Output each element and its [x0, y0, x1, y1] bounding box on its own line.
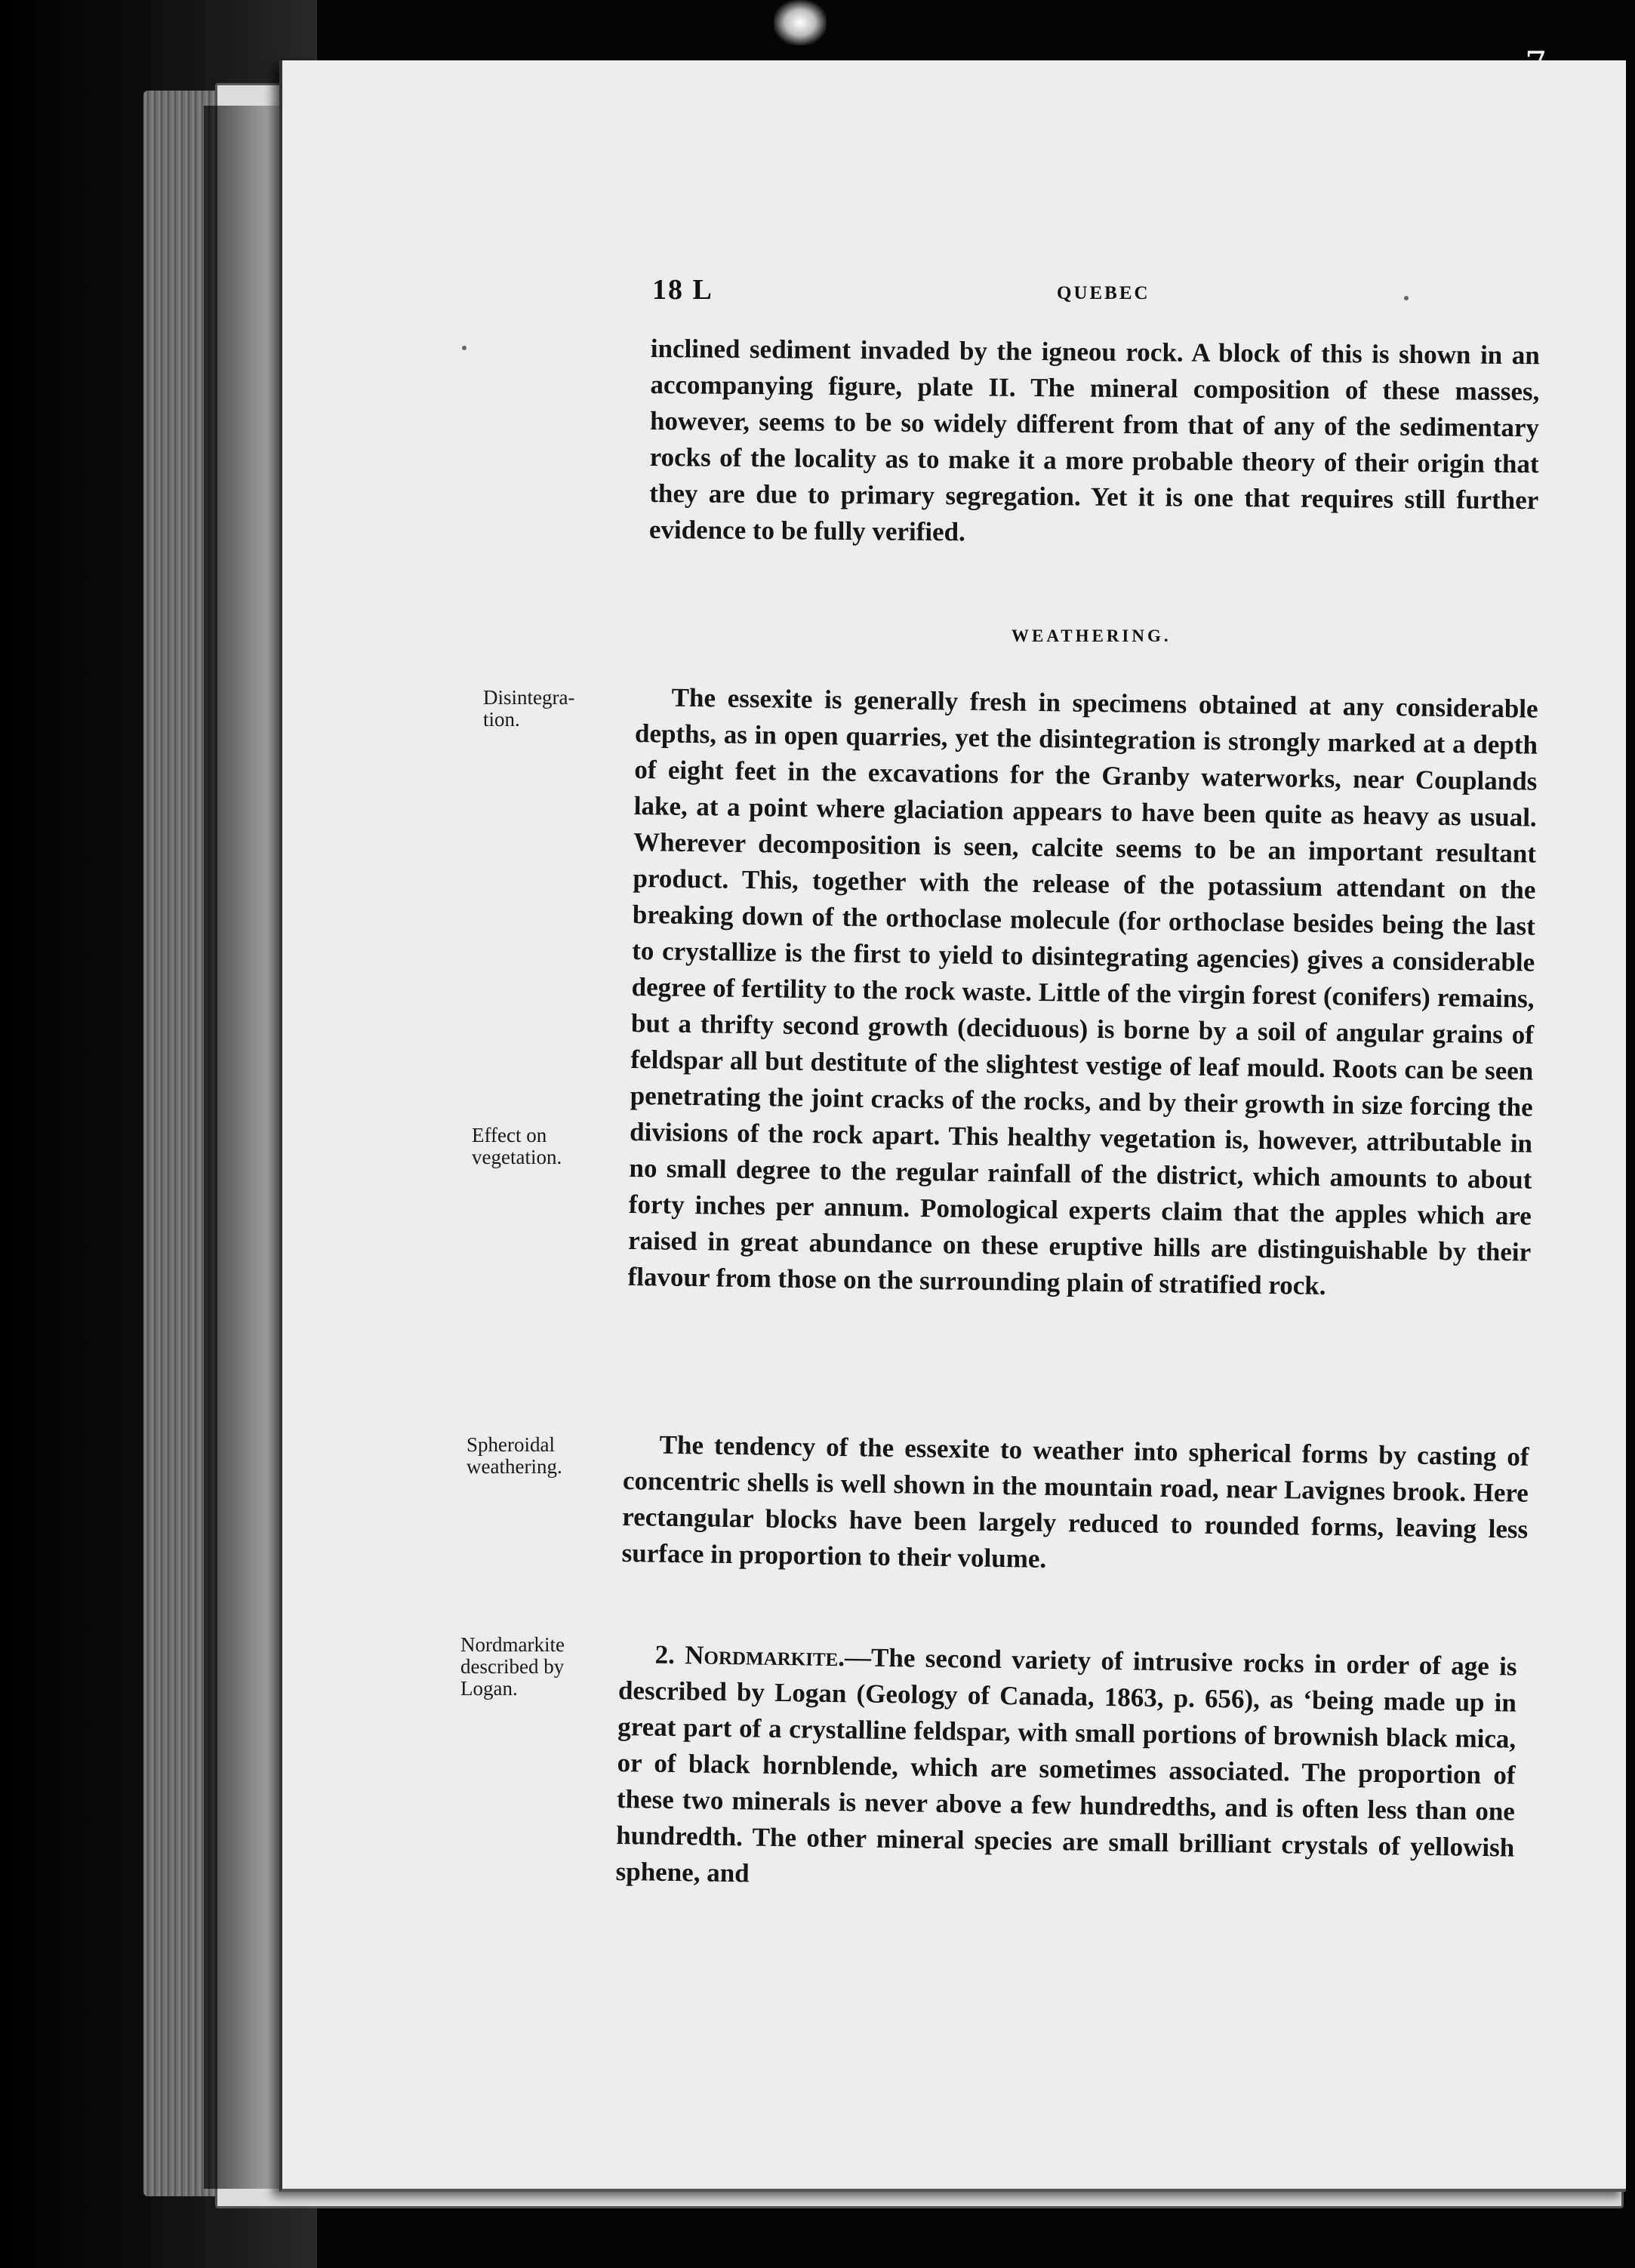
sidenote-vegetation: Effect on vegetation. — [472, 1124, 562, 1168]
paragraph-text: inclined sediment invaded by the igneou⁠ rock. A block of this is shown in an accompanying figure, plate II. The mineral composition of these masses, however, seems to be so widely different from that of any of the sedimentary rocks of the locality as to make it a more probable theory of their origin that they are due to primary segregation. Yet it is one that requires still further evidence to be fully verified. — [648, 333, 1540, 547]
paragraph-text: The essexite is generally fresh in specimens obtained at any considerable depths, as in open quarries, yet the disintegration is strongly marked at a depth of eight feet in the excavations for the Granby waterworks, near Couplands lake, at a point where glaciation appears to have been quite as heavy as usual. Wherever decomposition is seen, calcite seems to be an important resultant product. This, together with the release of the potassium attendant on the breaking down of the orthoclase molecule (for orthoclase besides being the last to crystallize is the first to yield to disintegrating agencies) gives a considerable degree of fertility to the rock waste. Little of the virgin forest (conifers) remains, but a thrifty second growth (deciduous) is borne by a soil of angular grains of feldspar all but destitute of the slightest vestige of leaf mould. Roots can be seen penetrating the joint cracks of the rocks, and by their growth in size forcing the divisions of the rock apart. This healthy vegetation is, however, attributable in no small degree to the regular rainfall of the district, which amounts to about forty inches per annum. Pomological experts claim that the apples which are raised in great abundance on these eruptive hills are distinguishable by their flavour from those on the surrounding plain of stratified rock. — [627, 682, 1538, 1301]
light-glare — [774, 0, 827, 45]
paragraph-body: .—The second variety of intrusive rocks in order of age is described by Logan (Geology of Canada, 1863, p. 656), as ‘being made up in great part of a crystalline feldspar, with small portions of brownish black mica, or of black hornblende, which are sometimes associated. The proportion of these two minerals is never above a few hundredths, and is often less than one hundredth. The other mineral species are small brilliant crystals of yellowish sphene, and — [615, 1642, 1517, 1888]
sidenote-disintegration: Disintegra- tion. — [483, 686, 575, 731]
dust-speck — [1404, 296, 1409, 300]
page-number: 18 L — [652, 274, 713, 306]
sidenote-nordmarkite: Nordmarkite described by Logan. — [460, 1633, 565, 1700]
paragraph-text: The tendency of the essexite to weather into spherical forms by casting of concentric shells is well shown in the mountain road, near Lavignes brook. Here rectangular blocks have been largely reduced to rounded forms, leaving less surface in proportion to their volume. — [621, 1429, 1529, 1574]
paragraph-nordmarkite — [615, 1636, 1517, 1903]
section-number: 2. — [654, 1639, 685, 1670]
section-heading: WEATHERING. — [1011, 626, 1172, 645]
paragraph-segregation — [649, 331, 1540, 555]
paragraph-text — [615, 1636, 1517, 1903]
paragraph-spheroidal — [621, 1426, 1529, 1584]
rock-name: Nordmarkite — [685, 1640, 839, 1673]
paragraph-disintegration — [627, 679, 1538, 1307]
running-head: QUEBEC — [1057, 283, 1150, 303]
dust-speck — [462, 346, 466, 350]
sidenote-spheroidal: Spheroidal weathering. — [466, 1433, 562, 1478]
